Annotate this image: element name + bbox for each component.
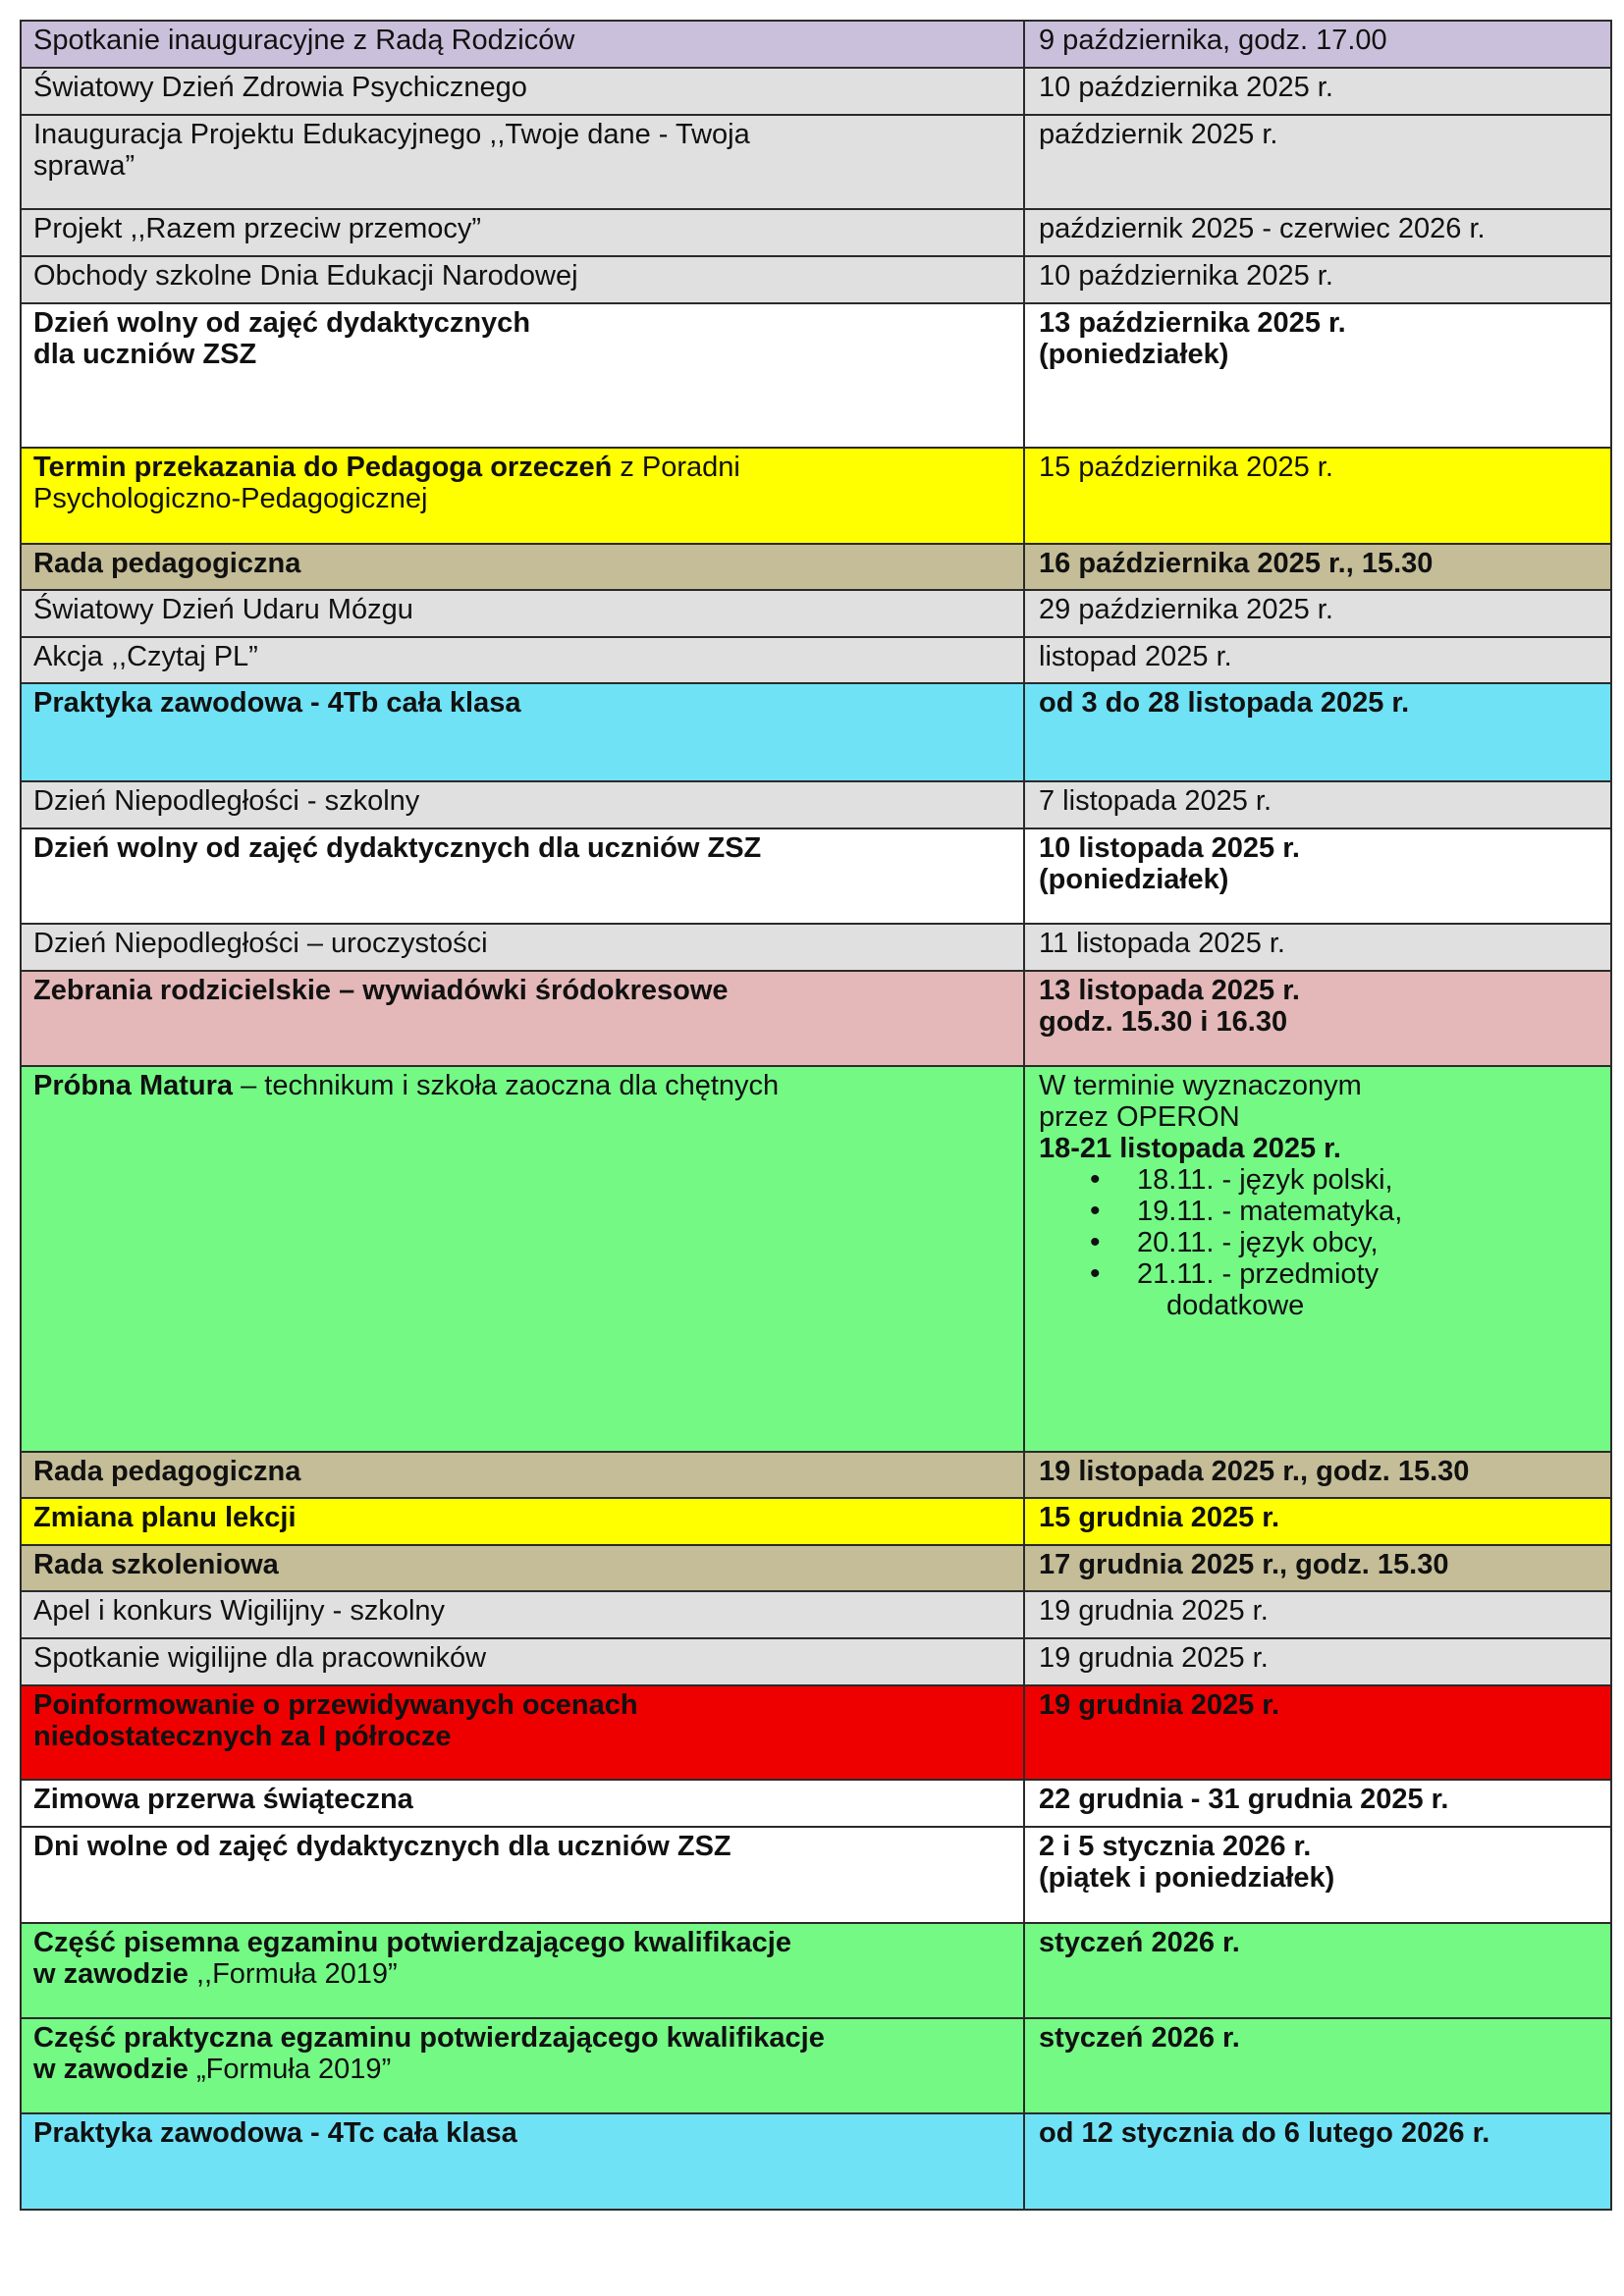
event-cell: Rada szkoleniowa (21, 1545, 1024, 1591)
table-row (21, 1780, 1611, 1827)
date-cell (1024, 971, 1611, 1066)
date-cell: październik 2025 - czerwiec 2026 r. (1024, 209, 1611, 256)
table-row (21, 1066, 1611, 1452)
event-cell: Rada pedagogiczna (21, 544, 1024, 590)
table-row (21, 209, 1611, 256)
event-cell: Światowy Dzień Udaru Mózgu (21, 590, 1024, 637)
table-row (21, 115, 1611, 209)
event-line: sprawa” (33, 150, 135, 182)
date-cell: 19 grudnia 2025 r. (1024, 1638, 1611, 1685)
event-line: Część pisemna egzaminu potwierdzającego kwalifikacje (33, 1927, 791, 1958)
event-line: niedostatecznych za I półrocze (33, 1721, 452, 1752)
table-row (21, 448, 1611, 544)
event-cell: Akcja ,,Czytaj PL” (21, 637, 1024, 683)
list-item: • 18.11. - język polski, (1090, 1164, 1598, 1196)
event-cell: Dzień Niepodległości – uroczystości (21, 924, 1024, 971)
event-text: ,,Formuła 2019” (188, 1958, 398, 1990)
event-line: Dzień wolny od zajęć dydaktycznych (33, 307, 531, 339)
table-row (21, 971, 1611, 1066)
event-cell: Zebrania rodzicielskie – wywiadówki śródokresowe (21, 971, 1024, 1066)
event-cell: Dni wolne od zajęć dydaktycznych dla uczniów ZSZ (21, 1827, 1024, 1923)
event-line (33, 452, 1011, 483)
event-text: z Poradni (612, 452, 740, 483)
table-row (21, 828, 1611, 924)
table-row (21, 781, 1611, 828)
date-line: 18-21 listopada 2025 r. (1039, 1133, 1341, 1164)
date-cell: 11 listopada 2025 r. (1024, 924, 1611, 971)
event-line: Część praktyczna egzaminu potwierdzającego kwalifikacje (33, 2022, 825, 2054)
date-line: 13 listopada 2025 r. (1039, 975, 1300, 1006)
event-bold-text: Próbna Matura (33, 1070, 234, 1101)
table-row (21, 303, 1611, 448)
date-cell: 22 grudnia - 31 grudnia 2025 r. (1024, 1780, 1611, 1827)
table-row (21, 1923, 1611, 2018)
event-cell: Projekt ,,Razem przeciw przemocy” (21, 209, 1024, 256)
event-cell: Światowy Dzień Zdrowia Psychicznego (21, 68, 1024, 115)
table-row (21, 1827, 1611, 1923)
date-cell (1024, 1827, 1611, 1923)
date-line: W terminie wyznaczonym (1039, 1070, 1362, 1101)
event-line (33, 1958, 1011, 1990)
date-cell (1024, 1066, 1611, 1452)
table-row (21, 256, 1611, 303)
date-cell: styczeń 2026 r. (1024, 2018, 1611, 2113)
event-cell (21, 2018, 1024, 2113)
table-row (21, 683, 1611, 781)
event-cell: Praktyka zawodowa - 4Tc cała klasa (21, 2113, 1024, 2210)
event-cell: Spotkanie wigilijne dla pracowników (21, 1638, 1024, 1685)
event-cell (21, 303, 1024, 448)
exam-schedule-list (1039, 1164, 1598, 1290)
event-line: dla uczniów ZSZ (33, 339, 257, 370)
date-line: (piątek i poniedziałek) (1039, 1862, 1335, 1894)
table-row (21, 21, 1611, 68)
table-row (21, 590, 1611, 637)
date-line: przez OPERON (1039, 1101, 1240, 1133)
date-cell: styczeń 2026 r. (1024, 1923, 1611, 2018)
date-cell: listopad 2025 r. (1024, 637, 1611, 683)
event-text: – technikum i szkoła zaoczna dla chętnych (233, 1070, 780, 1101)
table-row (21, 544, 1611, 590)
date-line: (poniedziałek) (1039, 339, 1229, 370)
date-cell: 29 października 2025 r. (1024, 590, 1611, 637)
event-cell: Zmiana planu lekcji (21, 1498, 1024, 1545)
table-row (21, 924, 1611, 971)
date-cell: 17 grudnia 2025 r., godz. 15.30 (1024, 1545, 1611, 1591)
date-cell: 10 października 2025 r. (1024, 256, 1611, 303)
event-text: „Formuła 2019” (188, 2054, 392, 2085)
event-cell: Rada pedagogiczna (21, 1452, 1024, 1498)
list-item: • 21.11. - przedmioty (1090, 1258, 1598, 1290)
date-cell (1024, 303, 1611, 448)
date-cell: 16 października 2025 r., 15.30 (1024, 544, 1611, 590)
date-line: 13 października 2025 r. (1039, 307, 1346, 339)
table-row (21, 2018, 1611, 2113)
event-cell: Praktyka zawodowa - 4Tb cała klasa (21, 683, 1024, 781)
date-line: 10 listopada 2025 r. (1039, 832, 1300, 864)
event-cell: Dzień wolny od zajęć dydaktycznych dla uczniów ZSZ (21, 828, 1024, 924)
event-bold-text: Termin przekazania do Pedagoga orzeczeń (33, 452, 613, 483)
table-row (21, 1638, 1611, 1685)
event-cell: Obchody szkolne Dnia Edukacji Narodowej (21, 256, 1024, 303)
table-row (21, 1591, 1611, 1638)
list-item-continuation: dodatkowe (1166, 1290, 1305, 1321)
event-cell: Spotkanie inauguracyjne z Radą Rodziców (21, 21, 1024, 68)
event-cell: Apel i konkurs Wigilijny - szkolny (21, 1591, 1024, 1638)
date-cell: październik 2025 r. (1024, 115, 1611, 209)
event-cell (21, 115, 1024, 209)
date-line: (poniedziałek) (1039, 864, 1229, 895)
event-cell: Zimowa przerwa świąteczna (21, 1780, 1024, 1827)
table-row (21, 2113, 1611, 2210)
date-cell: od 3 do 28 listopada 2025 r. (1024, 683, 1611, 781)
table-row (21, 1498, 1611, 1545)
date-cell: 19 listopada 2025 r., godz. 15.30 (1024, 1452, 1611, 1498)
date-cell: 19 grudnia 2025 r. (1024, 1591, 1611, 1638)
table-row (21, 1545, 1611, 1591)
list-item: • 19.11. - matematyka, (1090, 1196, 1598, 1227)
school-calendar-table (20, 20, 1612, 2211)
date-cell: 19 grudnia 2025 r. (1024, 1685, 1611, 1780)
table-row (21, 637, 1611, 683)
table-row (21, 68, 1611, 115)
date-cell (1024, 828, 1611, 924)
event-cell (21, 1685, 1024, 1780)
date-cell: 15 grudnia 2025 r. (1024, 1498, 1611, 1545)
list-item: • 20.11. - język obcy, (1090, 1227, 1598, 1258)
date-cell: 15 października 2025 r. (1024, 448, 1611, 544)
date-line: godz. 15.30 i 16.30 (1039, 1006, 1288, 1038)
date-cell: 10 października 2025 r. (1024, 68, 1611, 115)
event-line: Poinformowanie o przewidywanych ocenach (33, 1689, 638, 1721)
date-line: 2 i 5 stycznia 2026 r. (1039, 1831, 1312, 1862)
event-cell (21, 448, 1024, 544)
event-bold-text: w zawodzie (33, 1958, 189, 1990)
event-line (33, 2054, 1011, 2085)
date-cell: od 12 stycznia do 6 lutego 2026 r. (1024, 2113, 1611, 2210)
date-cell: 9 października, godz. 17.00 (1024, 21, 1611, 68)
event-line: Inauguracja Projektu Edukacyjnego ,,Twoje dane - Twoja (33, 119, 750, 150)
date-cell: 7 listopada 2025 r. (1024, 781, 1611, 828)
table-row (21, 1685, 1611, 1780)
event-cell: Dzień Niepodległości - szkolny (21, 781, 1024, 828)
event-cell (21, 1066, 1024, 1452)
event-line: Psychologiczno-Pedagogicznej (33, 483, 428, 514)
event-bold-text: w zawodzie (33, 2054, 189, 2085)
table-row (21, 1452, 1611, 1498)
event-cell (21, 1923, 1024, 2018)
